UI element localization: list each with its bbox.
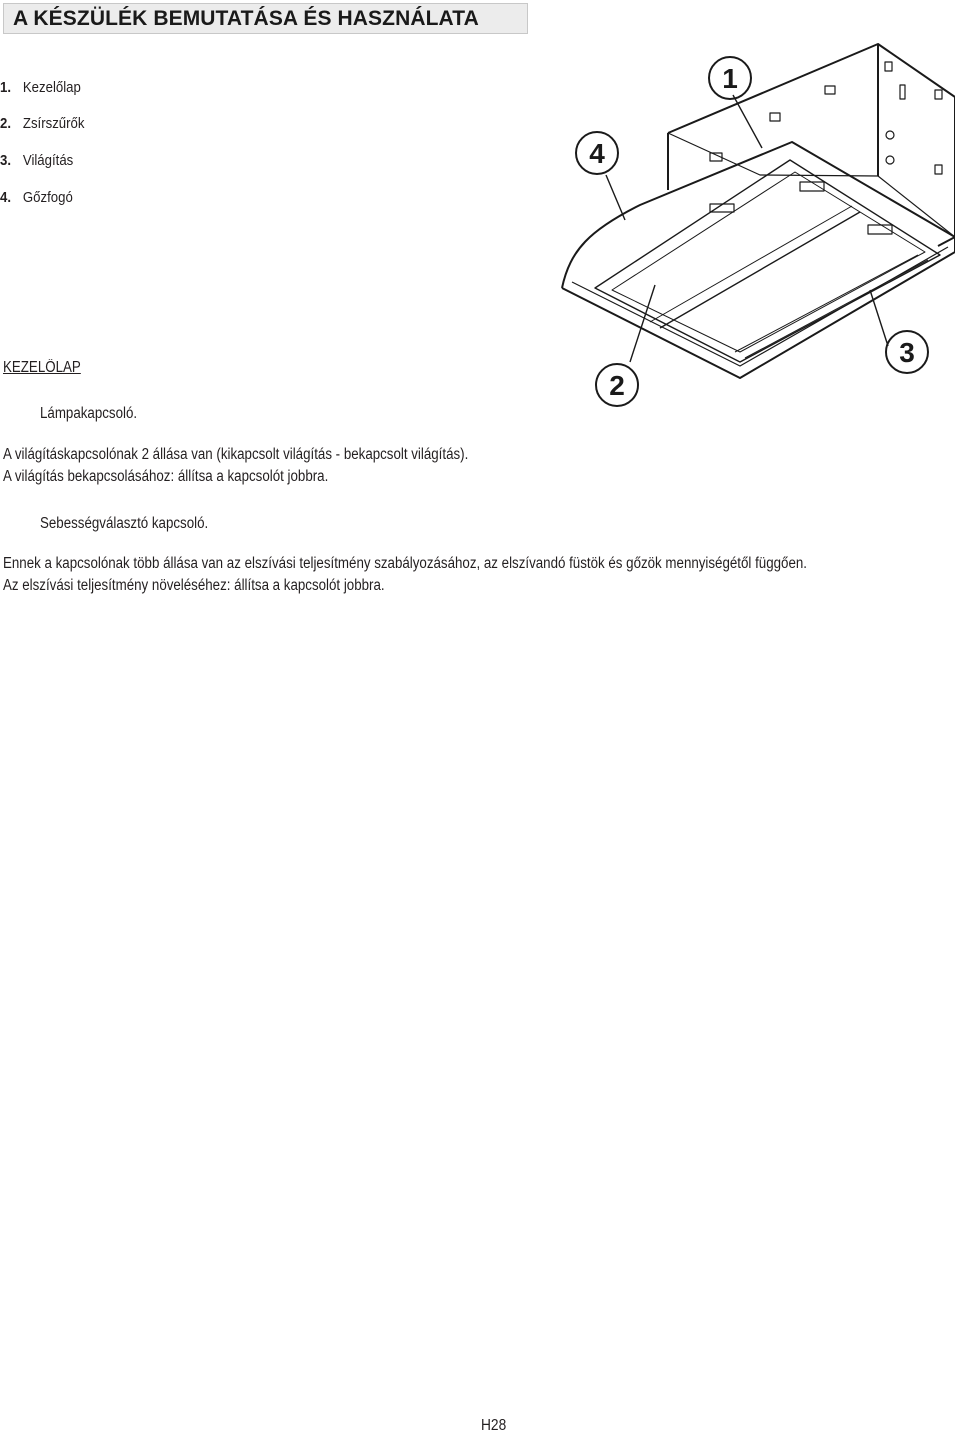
speed-switch-text-2: Az elszívási teljesítmény növeléséhez: állítsa a kapcsolót jobbra. xyxy=(3,577,385,594)
speed-switch-title: Sebességválasztó kapcsoló. xyxy=(40,515,209,532)
section-title-bar xyxy=(3,3,528,34)
callout-3: 3 xyxy=(899,337,915,368)
cooker-hood-diagram xyxy=(555,40,955,410)
list-item xyxy=(0,152,73,176)
part-label: Gőzfogó xyxy=(22,189,73,206)
part-label: Zsírszűrők xyxy=(22,115,85,132)
part-number: 3. xyxy=(0,152,12,169)
lamp-switch-text-2: A világítás bekapcsolásához: állítsa a kapcsolót jobbra. xyxy=(3,468,329,485)
part-number: 1. xyxy=(0,79,12,96)
list-item xyxy=(0,115,84,139)
list-item xyxy=(0,79,81,103)
part-number: 2. xyxy=(0,115,12,132)
part-number: 4. xyxy=(0,189,12,206)
part-label: Kezelőlap xyxy=(22,79,81,96)
control-panel-heading: KEZELŐLAP xyxy=(3,359,81,376)
list-item xyxy=(0,189,73,213)
page-number: H28 xyxy=(481,1417,507,1434)
lamp-switch-title: Lámpakapcsoló. xyxy=(40,405,138,422)
page-title: A KÉSZÜLÉK BEMUTATÁSA ÉS HASZNÁLATA xyxy=(13,7,479,30)
speed-switch-text-1: Ennek a kapcsolónak több állása van az elszívási teljesítmény szabályozásához, az elszívandó füstök és gőzök mennyiségétől függően. xyxy=(3,555,807,572)
callout-4: 4 xyxy=(589,138,605,169)
part-label: Világítás xyxy=(22,152,74,169)
lamp-switch-text-1: A világításkapcsolónak 2 állása van (kikapcsolt világítás - bekapcsolt világítás). xyxy=(3,446,469,463)
callout-1: 1 xyxy=(722,63,738,94)
callout-2: 2 xyxy=(609,370,625,401)
